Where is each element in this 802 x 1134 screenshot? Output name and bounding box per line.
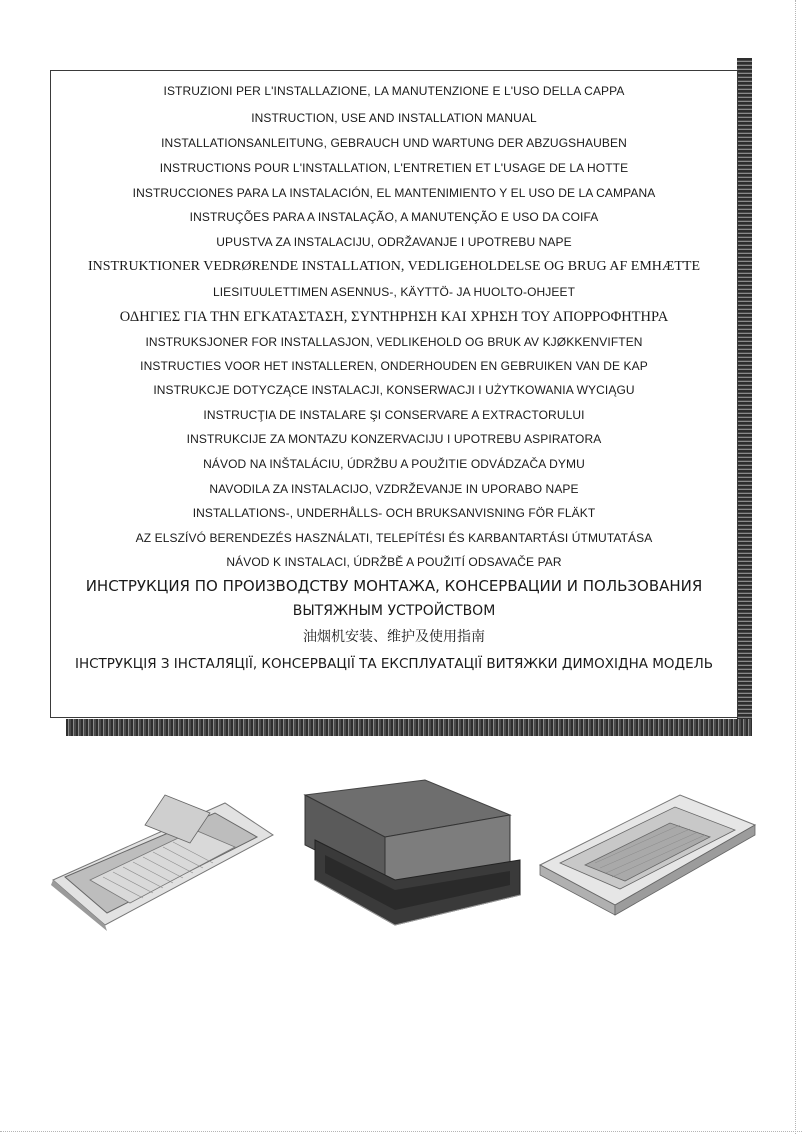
box-shadow-bottom: [66, 719, 752, 736]
title-polish: INSTRUKCJE DOTYCZĄCE INSTALACJI, KONSERWACJI I UŻYTKOWANIA WYCIĄGU: [153, 383, 635, 397]
title-italian: ISTRUZIONI PER L'INSTALLAZIONE, LA MANUTENZIONE E L'USO DELLA CAPPA: [163, 84, 625, 98]
title-slovenian: NAVODILA ZA INSTALACIJO, VZDRŽEVANJE IN UPORABO NAPE: [209, 482, 579, 496]
title-english: INSTRUCTION, USE AND INSTALLATION MANUAL: [251, 111, 537, 125]
title-romanian: INSTRUCŢIA DE INSTALARE ŞI CONSERVARE A EXTRACTORULUI: [203, 408, 585, 422]
scan-edge-right: [795, 0, 796, 1134]
title-dutch: INSTRUCTIES VOOR HET INSTALLEREN, ONDERHOUDEN EN GEBRUIKEN VAN DE KAP: [140, 359, 648, 373]
box-shadow-right: [737, 58, 752, 736]
range-hood-icon: [285, 775, 525, 935]
title-french: INSTRUCTIONS POUR L'INSTALLATION, L'ENTRETIEN ET L'USAGE DE LA HOTTE: [159, 161, 629, 175]
title-slovak: NÁVOD NA INŠTALÁCIU, ÚDRŽBU A POUŽITIE ODVÁDZAČA DYMU: [203, 457, 585, 471]
title-german: INSTALLATIONSANLEITUNG, GEBRAUCH UND WARTUNG DER ABZUGSHAUBEN: [161, 136, 627, 150]
title-russian-2: ВЫТЯЖНЫМ УСТРОЙСТВОМ: [292, 603, 496, 619]
title-czech: NÁVOD K INSTALACI, ÚDRŽBĚ A POUŽITÍ ODSAVAČE PAR: [226, 555, 562, 569]
range-hood-icon: [45, 785, 275, 935]
scan-edge-bottom: [0, 1131, 802, 1132]
title-hungarian: AZ ELSZÍVÓ BERENDEZÉS HASZNÁLATI, TELEPÍTÉSI ÉS KARBANTARTÁSI ÚTMUTATÁSA: [135, 531, 653, 545]
title-finnish: LIESITUULETTIMEN ASENNUS-, KÄYTTÖ- JA HUOLTO-OHJEET: [212, 285, 576, 299]
title-swedish: INSTALLATIONS-, UNDERHÅLLS- OCH BRUKSANVISNING FÖR FLÄKT: [192, 506, 596, 520]
title-portuguese: INSTRUÇÕES PARA A INSTALAÇÃO, A MANUTENÇÃO E USO DA COIFA: [189, 210, 599, 224]
title-danish: INSTRUKTIONER VEDRØRENDE INSTALLATION, VEDLIGEHOLDELSE OG BRUG AF EMHÆTTE: [88, 259, 700, 274]
title-box: [50, 70, 738, 718]
range-hood-icon: [530, 785, 760, 935]
title-greek: ΟΔΗΓΙΕΣ ΓΙΑ ΤΗΝ ΕΓΚΑΤΑΣΤΑΣΗ, ΣΥΝΤΗΡΗΣΗ ΚΑΙ ΧΡΗΣΗ ΤΟΥ ΑΠΟΡΡΟΦΗΤΗΡΑ: [119, 309, 669, 325]
title-russian-1: ИНСТРУКЦИЯ ПО ПРОИЗВОДСТВУ МОНТАЖА, КОНСЕРВАЦИИ И ПОЛЬЗОВАНИЯ: [85, 577, 703, 595]
title-serbian: INSTRUKCIJE ZA MONTAZU KONZERVACIJU I UPOTREBU ASPIRATORA: [186, 432, 602, 446]
title-ukrainian: ІНСТРУКЦІЯ З ІНСТАЛЯЦІЇ, КОНСЕРВАЦІЇ ТА ЕКСПЛУАТАЦІЇ ВИТЯЖКИ ДИМОХІДНА МОДЕЛЬ: [74, 656, 714, 672]
title-croatian: UPUSTVA ZA INSTALACIJU, ODRŽAVANJE I UPOTREBU NAPE: [216, 235, 572, 249]
product-photos: [0, 760, 802, 940]
title-chinese: 油烟机安装、维护及使用指南: [303, 629, 485, 645]
title-spanish: INSTRUCCIONES PARA LA INSTALACIÓN, EL MANTENIMIENTO Y EL USO DE LA CAMPANA: [132, 186, 656, 200]
title-norwegian: INSTRUKSJONER FOR INSTALLASJON, VEDLIKEHOLD OG BRUK AV KJØKKENVIFTEN: [145, 335, 643, 349]
